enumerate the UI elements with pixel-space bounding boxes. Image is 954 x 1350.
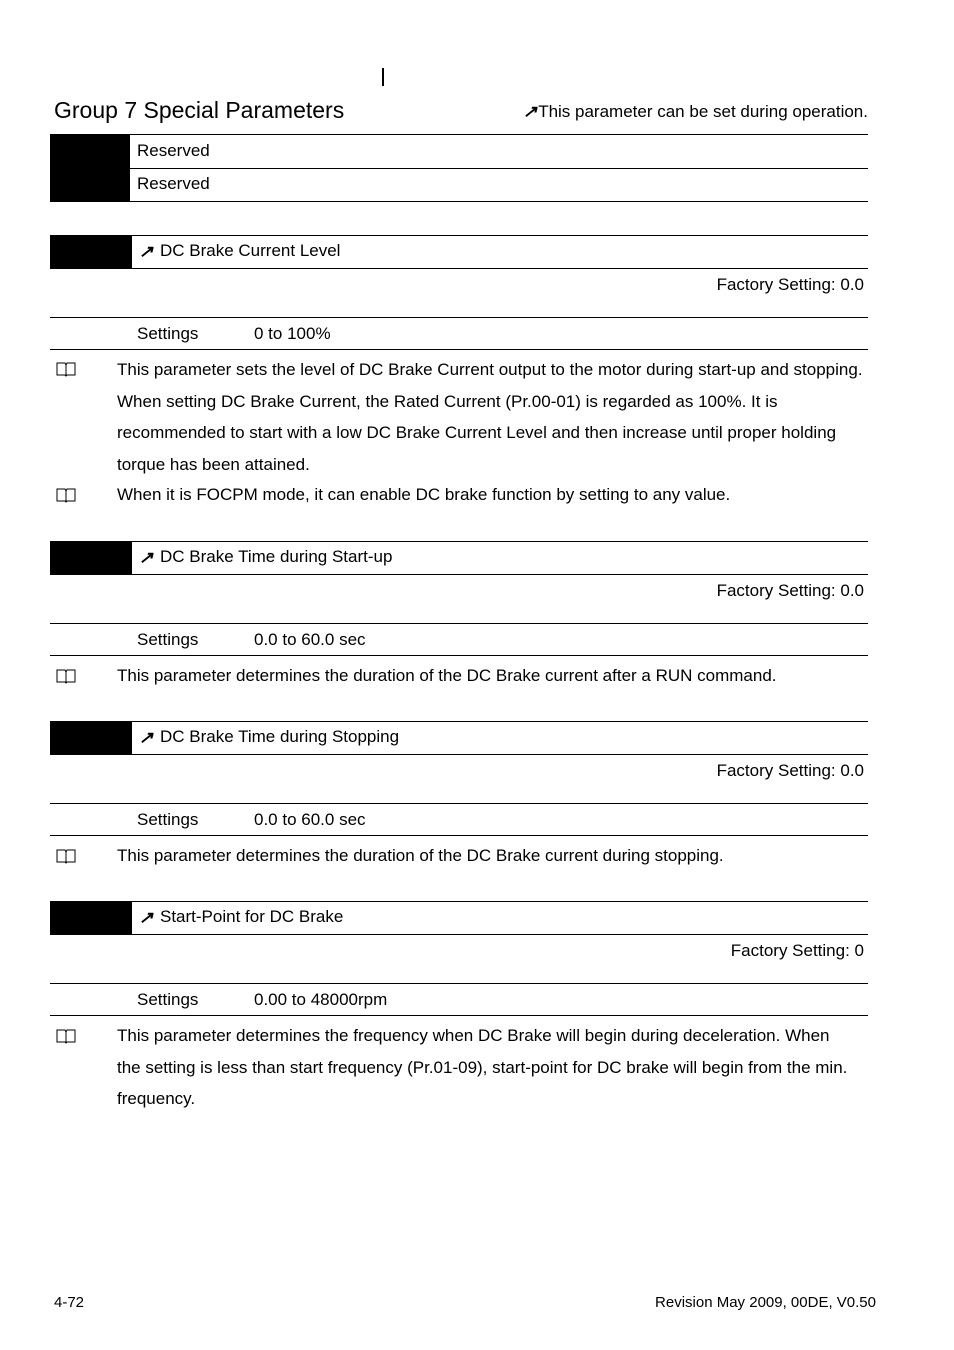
param-header bbox=[50, 541, 868, 575]
param-name: DC Brake Time during Stopping bbox=[160, 727, 400, 746]
factory-setting: Factory Setting: 0.0 bbox=[716, 275, 864, 294]
revision-text: Revision May 2009, 00DE, V0.50 bbox=[655, 1294, 876, 1311]
divider bbox=[130, 235, 132, 269]
divider bbox=[50, 835, 868, 836]
settings-row bbox=[50, 803, 868, 836]
book-icon bbox=[56, 361, 76, 377]
divider bbox=[128, 134, 868, 135]
divider bbox=[50, 983, 868, 984]
divider bbox=[132, 235, 868, 236]
operation-note-text: This parameter can be set during operation. bbox=[538, 102, 868, 121]
settings-label: Settings bbox=[137, 810, 199, 829]
pen-icon: ↗ bbox=[139, 908, 154, 927]
pen-icon: ↗ bbox=[139, 548, 154, 567]
reserved-label: Reserved bbox=[137, 174, 210, 193]
factory-setting: Factory Setting: 0.0 bbox=[716, 761, 864, 780]
divider bbox=[128, 168, 868, 169]
divider bbox=[50, 803, 868, 804]
param-number-cell bbox=[50, 901, 130, 935]
param-header bbox=[50, 721, 868, 755]
divider bbox=[50, 623, 868, 624]
note-text: This parameter determines the frequency when DC Brake will begin during deceleration. When the setting is less than start frequency (Pr.01-09), start-point for DC brake will begin from the min. frequency. bbox=[117, 1026, 848, 1108]
param-name: DC Brake Time during Start-up bbox=[160, 547, 393, 566]
divider bbox=[50, 1015, 868, 1016]
divider bbox=[130, 901, 132, 935]
divider bbox=[50, 655, 868, 656]
book-icon bbox=[56, 848, 76, 864]
settings-value: 0.0 to 60.0 sec bbox=[254, 810, 366, 829]
reserved-block bbox=[50, 134, 868, 202]
note-text: This parameter determines the duration of the DC Brake current during stopping. bbox=[117, 846, 724, 865]
note-text: This parameter sets the level of DC Brake Current output to the motor during start-up and stopping. When setting DC Brake Current, the Rated Current (Pr.00-01) is regarded as 100%. It is recommended to start with a low DC Brake Current Level and then increase until proper holding torque has been attained. bbox=[117, 360, 863, 474]
param-header bbox=[50, 901, 868, 935]
settings-label: Settings bbox=[137, 990, 199, 1009]
divider bbox=[50, 574, 868, 575]
pen-icon: ↗ bbox=[139, 242, 154, 261]
settings-row bbox=[50, 983, 868, 1016]
param-number-cell bbox=[50, 541, 130, 575]
param-name: DC Brake Current Level bbox=[160, 241, 341, 260]
settings-value: 0.00 to 48000rpm bbox=[254, 990, 388, 1009]
settings-value: 0.0 to 60.0 sec bbox=[254, 630, 366, 649]
pen-icon: ↗ bbox=[522, 102, 538, 121]
divider bbox=[50, 934, 868, 935]
book-icon bbox=[56, 668, 76, 684]
settings-label: Settings bbox=[137, 630, 199, 649]
settings-label: Settings bbox=[137, 324, 199, 343]
param-header bbox=[50, 235, 868, 269]
reserved-label: Reserved bbox=[137, 141, 210, 160]
divider bbox=[132, 541, 868, 542]
settings-value: 0 to 100% bbox=[254, 324, 331, 343]
divider bbox=[50, 317, 868, 318]
param-name: Start-Point for DC Brake bbox=[160, 907, 344, 926]
note-text: This parameter determines the duration of the DC Brake current after a RUN command. bbox=[117, 666, 777, 685]
param-number-cell bbox=[50, 134, 128, 202]
divider bbox=[130, 721, 132, 755]
divider bbox=[50, 754, 868, 755]
divider bbox=[132, 721, 868, 722]
book-icon bbox=[56, 487, 76, 503]
text-cursor bbox=[382, 68, 384, 86]
settings-row bbox=[50, 317, 868, 350]
divider bbox=[50, 201, 868, 202]
param-number-cell bbox=[50, 235, 130, 269]
divider bbox=[50, 349, 868, 350]
settings-row bbox=[50, 623, 868, 656]
factory-setting: Factory Setting: 0.0 bbox=[716, 581, 864, 600]
page-title: Group 7 Special Parameters bbox=[54, 97, 345, 123]
page-number: 4-72 bbox=[54, 1294, 85, 1311]
book-icon bbox=[56, 1028, 76, 1044]
divider bbox=[130, 541, 132, 575]
pen-icon: ↗ bbox=[139, 728, 154, 747]
operation-note bbox=[523, 102, 868, 122]
note-text: When it is FOCPM mode, it can enable DC brake function by setting to any value. bbox=[117, 485, 731, 504]
factory-setting: Factory Setting: 0 bbox=[730, 941, 864, 960]
divider bbox=[132, 901, 868, 902]
param-number-cell bbox=[50, 721, 130, 755]
divider bbox=[50, 268, 868, 269]
